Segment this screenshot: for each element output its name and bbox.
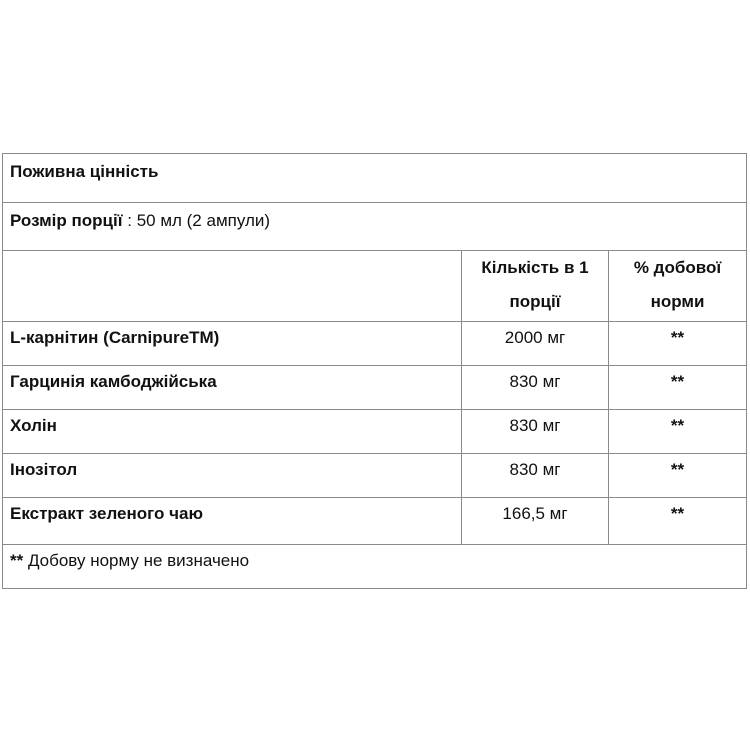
footnote-mark: **	[10, 551, 24, 570]
footnote-row	[3, 545, 747, 589]
nutrient-amount: 830 мг	[462, 410, 609, 454]
serving-separator: :	[122, 211, 137, 230]
nutrient-daily-value: **	[609, 322, 747, 366]
nutrient-amount: 830 мг	[462, 366, 609, 410]
nutrient-name: Екстракт зеленого чаю	[3, 498, 462, 545]
table-title: Поживна цінність	[3, 154, 747, 203]
nutrient-name: Гарцинія камбоджійська	[3, 366, 462, 410]
header-amount: Кількість в 1 порції	[462, 251, 609, 322]
nutrient-name: Інозітол	[3, 454, 462, 498]
nutrient-daily-value: **	[609, 454, 747, 498]
nutrient-daily-value: **	[609, 366, 747, 410]
title-row	[3, 154, 747, 203]
serving-row	[3, 203, 747, 251]
footnote	[3, 545, 747, 589]
header-daily-value: % добової норми	[609, 251, 747, 322]
footnote-text: Добову норму не визначено	[23, 551, 250, 570]
nutrient-amount: 166,5 мг	[462, 498, 609, 545]
header-row	[3, 251, 747, 322]
header-empty-cell	[3, 251, 462, 322]
nutrient-amount: 2000 мг	[462, 322, 609, 366]
nutrient-amount: 830 мг	[462, 454, 609, 498]
nutrient-daily-value: **	[609, 498, 747, 545]
table-row	[3, 410, 747, 454]
table-row	[3, 498, 747, 545]
serving-value: 50 мл (2 ампули)	[136, 211, 271, 230]
serving-label: Розмір порції	[10, 211, 123, 230]
nutrition-table	[2, 153, 747, 589]
nutrient-daily-value: **	[609, 410, 747, 454]
table-row	[3, 322, 747, 366]
serving-size	[3, 203, 747, 251]
table-row	[3, 454, 747, 498]
nutrient-name: Холін	[3, 410, 462, 454]
nutrient-name: L-карнітин (CarnipureTM)	[3, 322, 462, 366]
table-row	[3, 366, 747, 410]
